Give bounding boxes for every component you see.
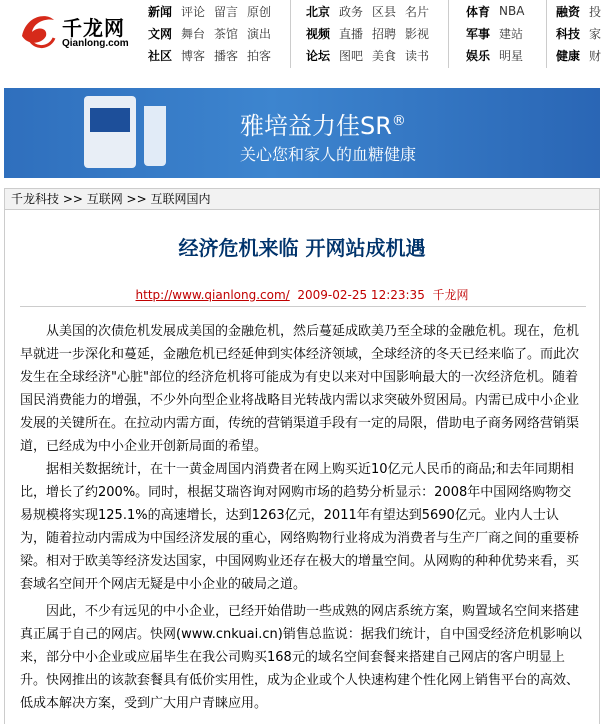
nav-link[interactable]: 演出	[247, 26, 272, 41]
article-paragraph: 因此，不少有远见的中小企业，已经开始借助一些成熟的网店系统方案，购置域名空间来搭建真正属于自己的网店。快网(www.cnkuai.cn)销售总监说：据我们统计，自中国受经济危机影响以来，部分中小企业或应届毕生在我公司购买168元的域名空间套餐来搭建自己网店的客户明显上升。快网推出的该款套餐具有低价实用性，成为企业或个人快速构建个性化网上销售平台的高效、低成本解决方案，受到广大用户青睐应用。	[20, 604, 582, 711]
nav-link[interactable]: 投	[589, 4, 602, 19]
nav-link[interactable]: 图吧	[339, 48, 364, 63]
ad-banner[interactable]	[4, 88, 600, 178]
nav-link[interactable]: 新闻	[148, 4, 173, 19]
article-paragraph: 从美国的次债危机发展成美国的金融危机，然后蔓延成欧美乃至全球的金融危机。现在，危机早就进一步深化和蔓延，金融危机已经延伸到实体经济领域，全球经济的冬天已经来临了。而此次发生在全球经济"心脏"部位的经济危机将可能成为有史以来对中国影响最大的一次经济危机。随着国民消费能力的增强，不少外向型企业将战略目光转战内需以求突破外贸困局。内需已成中小企业发展的关键所在。在拉动内需方面，传统的营销渠道手段有一定的局限，借助电子商务网络营销渠道，已经成为中小企业开创新局面的希望。	[20, 324, 580, 454]
ad-title: 雅培益力佳SR®	[240, 112, 406, 140]
nav-link[interactable]: 舞台	[181, 26, 206, 41]
nav-link[interactable]: 娱乐	[466, 48, 491, 63]
nav-link[interactable]: 明星	[499, 48, 524, 63]
nav-link[interactable]: 名片	[405, 4, 430, 19]
nav-group-beijing	[306, 0, 438, 66]
nav-link[interactable]: 融资	[556, 4, 581, 19]
nav-link[interactable]: 建站	[499, 26, 524, 41]
nav-group-news	[148, 0, 280, 66]
logo-english-text: Qianlong.com	[62, 38, 129, 49]
nav-link[interactable]: 博客	[181, 48, 206, 63]
nav-link[interactable]: 北京	[306, 4, 331, 19]
nav-divider	[448, 0, 449, 68]
nav-group-finance	[556, 0, 603, 66]
nav-link[interactable]: 播客	[214, 48, 239, 63]
source-link[interactable]: http://www.qianlong.com/	[135, 288, 290, 302]
nav-link[interactable]: 评论	[181, 4, 206, 19]
ad-registered-mark: ®	[391, 113, 406, 129]
article-meta	[0, 286, 604, 303]
site-header	[0, 0, 604, 68]
nav-link[interactable]: 茶馆	[214, 26, 239, 41]
nav-link[interactable]: 影视	[405, 26, 430, 41]
nav-divider	[546, 0, 547, 68]
ad-subtitle: 关心您和家人的血糖健康	[240, 145, 417, 164]
nav-link[interactable]: 政务	[339, 4, 364, 19]
article-datetime: 2009-02-25 12:23:35	[297, 288, 425, 302]
nav-divider	[290, 0, 291, 68]
article-source: 千龙网	[432, 288, 469, 302]
article-title: 经济危机来临 开网站成机遇	[178, 236, 426, 260]
nav-link[interactable]: 美食	[372, 48, 397, 63]
breadcrumb[interactable]: 千龙科技 >> 互联网 >> 互联网国内	[4, 188, 600, 210]
nav-link[interactable]: 招聘	[372, 26, 397, 41]
nav-link[interactable]: 体育	[466, 4, 491, 19]
dragon-logo-icon	[16, 6, 60, 54]
nav-link[interactable]: 军事	[466, 26, 491, 41]
nav-link[interactable]: 区县	[372, 4, 397, 19]
nav-link[interactable]: 家	[589, 26, 602, 41]
nav-link[interactable]: 读书	[405, 48, 430, 63]
product-can-image	[84, 96, 136, 168]
nav-link[interactable]: 科技	[556, 26, 581, 41]
nav-group-sports	[466, 0, 532, 66]
nav-link[interactable]: 健康	[556, 48, 581, 63]
nav-link[interactable]: 拍客	[247, 48, 272, 63]
meta-divider	[20, 306, 586, 307]
product-can-label	[90, 108, 130, 132]
nav-link[interactable]: 文网	[148, 26, 173, 41]
nav-link[interactable]: 直播	[339, 26, 364, 41]
article-paragraph: 据相关数据统计，在十一黄金周国内消费者在网上购买近10亿元人民币的商品;和去年同期相比，增长了约200%。同时，根据艾瑞咨询对网购市场的趋势分析显示：2008年中国网络购物交易规模将实现125.1%的高速增长，达到1263亿元，2011年有望达到5690亿元。业内人士认为，随着拉动内需成为中国经济发展的重心，网络购物行业将成为消费者与生产厂商之间的重要桥梁。相对于欧美等经济发达国家，中国网购业还存在极大的增量空间。从网购的种种优势来看，买套域名空间开个网店无疑是中小企业的破局之道。	[20, 462, 580, 592]
nav-link[interactable]: NBA	[499, 4, 525, 18]
nav-link[interactable]: 原创	[247, 4, 272, 19]
nav-link[interactable]: 留言	[214, 4, 239, 19]
logo-chinese-text: 千龙网	[62, 16, 125, 40]
site-logo[interactable]	[16, 6, 136, 54]
nav-link[interactable]: 视频	[306, 26, 331, 41]
nav-link[interactable]: 社区	[148, 48, 173, 63]
nav-link[interactable]: 论坛	[306, 48, 331, 63]
nav-link[interactable]: 财	[589, 48, 602, 63]
milk-glass-image	[144, 106, 166, 166]
